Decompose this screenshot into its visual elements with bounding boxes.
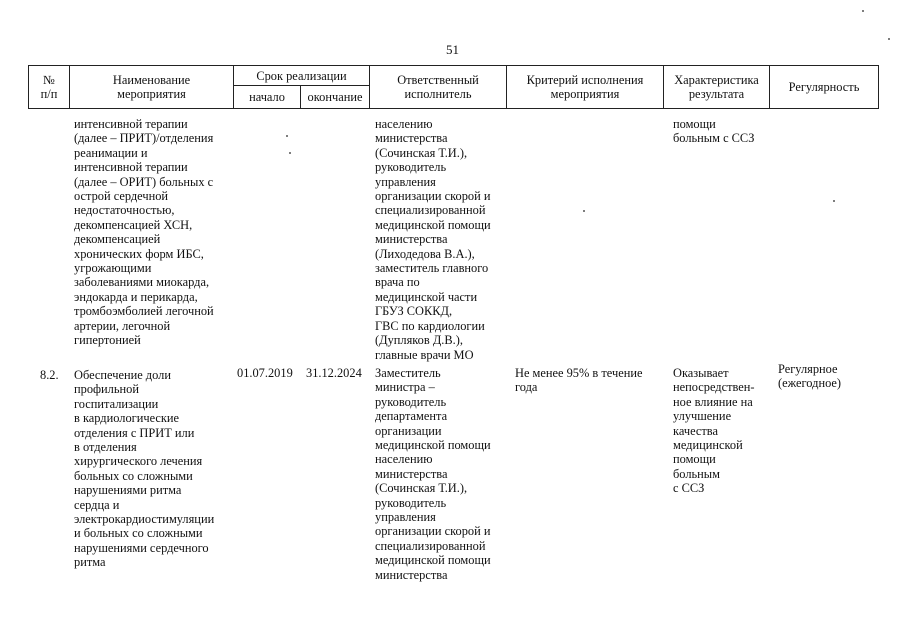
scan-speck xyxy=(286,135,288,137)
header-characteristic: Характеристика результата xyxy=(664,66,770,109)
header-name: Наименование мероприятия xyxy=(70,66,234,109)
row-8-2-name: Обеспечение доли профильной госпитализации в кардиологические отделения с ПРИТ или в отделения хирургического лечения больных со сложными нарушениями ритма сердца и электрокардиостимуляции и больных со сложными нарушениями сердечного ритма xyxy=(74,368,215,570)
row-8-2-criterion: Не менее 95% в течение года xyxy=(515,366,643,395)
table-header xyxy=(28,65,879,109)
row-8-2-responsible: Заместитель министра – руководитель департамента организации медицинской помощи населению министерства (Сочинская Т.И.), руководитель управления организации скорой и специализированной медицинской помощи министерства xyxy=(375,366,491,582)
row-8-2-regularity: Регулярное (ежегодное) xyxy=(778,362,842,391)
scan-speck xyxy=(888,38,890,40)
cont-row-responsible: населению министерства (Сочинская Т.И.), руководитель управления организации скорой и специализированной медицинской помощи министерства (Лиходедова В.А.), заместитель главного врача по медицинской части ГБУЗ СОККД, ГВС по кардиологии (Дупляков Д.В.), главные врачи МО xyxy=(375,117,491,362)
row-8-2-characteristic: Оказывает непосредствен- ное влияние на улучшение качества медицинской помощи больным с ССЗ xyxy=(673,366,755,496)
header-start: начало xyxy=(234,86,301,109)
header-num: № п/п xyxy=(29,66,70,109)
scan-speck xyxy=(862,10,864,12)
header-regularity: Регулярность xyxy=(770,66,879,109)
cont-row-characteristic: помощи больным с ССЗ xyxy=(673,117,755,146)
scan-speck xyxy=(583,210,585,212)
scan-speck xyxy=(289,152,291,154)
scan-speck xyxy=(833,200,835,202)
row-8-2-end-date: 31.12.2024 xyxy=(306,366,362,380)
cont-row-name: интенсивной терапии (далее – ПРИТ)/отделения реанимации и интенсивной терапии (далее – ОРИТ) больных с острой сердечной недостаточностью, декомпенсацией ХСН, декомпенсацией хронических форм ИБС, угрожающими заболеваниями миокарда, эндокарда и перикарда, тромбоэмболией легочной артерии, легочной гипертонией xyxy=(74,117,214,348)
row-8-2-start-date: 01.07.2019 xyxy=(237,366,293,380)
page-number: 51 xyxy=(446,42,459,57)
row-8-2-number: 8.2. xyxy=(40,368,59,382)
header-term: Срок реализации xyxy=(234,66,370,86)
header-end: окончание xyxy=(301,86,370,109)
header-responsible: Ответственный исполнитель xyxy=(370,66,507,109)
header-criterion: Критерий исполнения мероприятия xyxy=(507,66,664,109)
